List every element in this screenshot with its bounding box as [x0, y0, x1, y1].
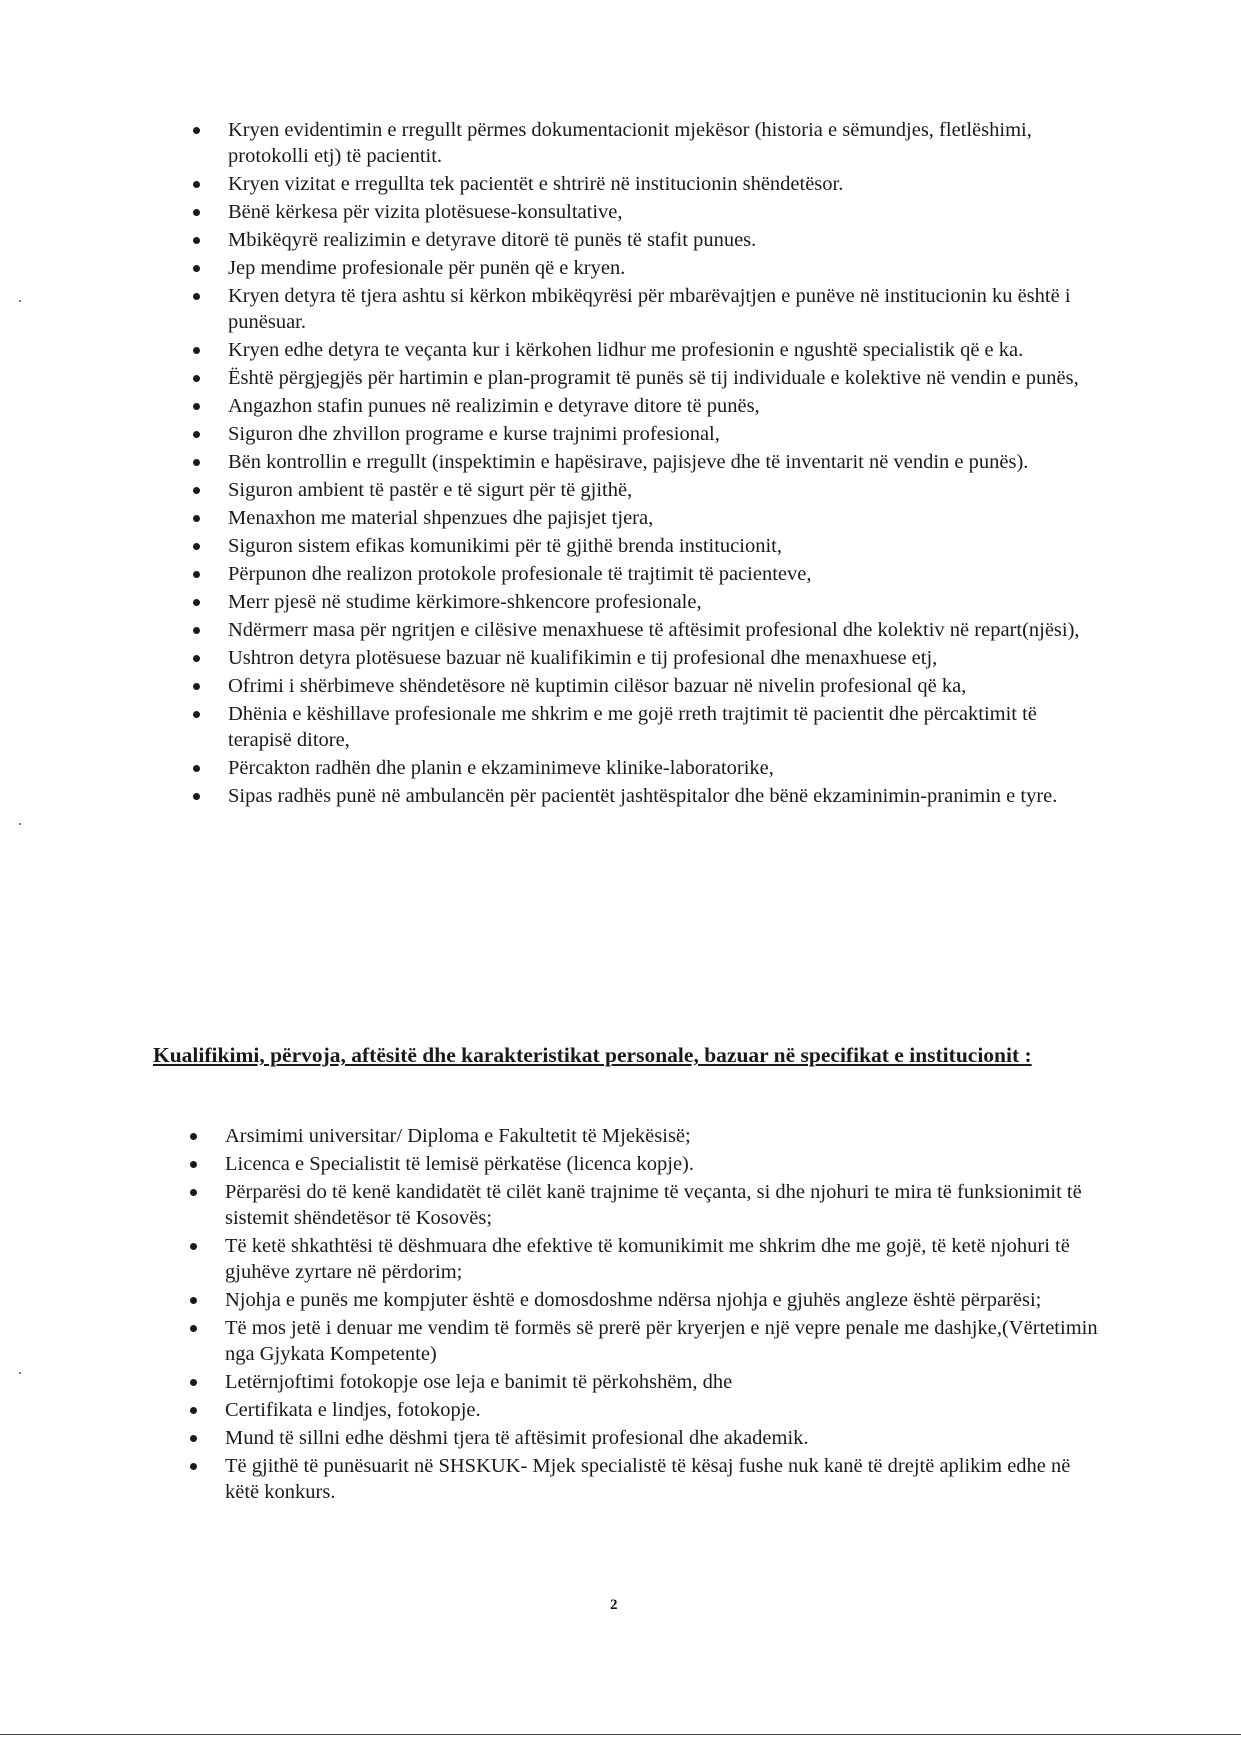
bullet-icon	[190, 1161, 197, 1168]
list-item: Përpunon dhe realizon protokole profesionale të trajtimit të pacienteve,	[190, 561, 1105, 587]
bullet-icon	[190, 1435, 197, 1442]
bullet-icon	[193, 431, 200, 438]
list-item: Siguron ambient të pastër e të sigurt për të gjithë,	[190, 477, 1105, 503]
list-item: Kryen edhe detyra te veçanta kur i kërkohen lidhur me profesionin e ngushtë specialistik që e ka.	[190, 337, 1105, 363]
list-item: Mbikëqyrë realizimin e detyrave ditorë të punës të stafit punues.	[190, 227, 1105, 253]
list-item: Kryen detyra të tjera ashtu si kërkon mbikëqyrësi për mbarëvajtjen e punëve në institucionin ku është i punësuar.	[190, 283, 1105, 335]
bullet-icon	[193, 403, 200, 410]
list-item: Bënë kërkesa për vizita plotësuese-konsultative,	[190, 199, 1105, 225]
list-item: Sipas radhës punë në ambulancën për pacientët jashtëspitalor dhe bënë ekzaminimin-pranimin e tyre.	[190, 783, 1105, 809]
bullet-icon	[193, 459, 200, 466]
list-item: Angazhon stafin punues në realizimin e detyrave ditore të punës,	[190, 393, 1105, 419]
list-item: Kryen evidentimin e rregullt përmes dokumentacionit mjekësor (historia e sëmundjes, fletlëshimi, protokolli etj) të pacientit.	[190, 117, 1105, 169]
bullet-icon	[193, 293, 200, 300]
bullet-icon	[193, 765, 200, 772]
qualifications-heading: Kualifikimi, përvoja, aftësitë dhe karakteristikat personale, bazuar në specifikat e institucionit :	[153, 1043, 1032, 1067]
list-item: Ofrimi i shërbimeve shëndetësore në kuptimin cilësor bazuar në nivelin profesional që ka,	[190, 673, 1105, 699]
list-item: Ndërmerr masa për ngritjen e cilësive menaxhuese të aftësimit profesional dhe kolektiv në repart(njësi),	[190, 617, 1105, 643]
bullet-icon	[190, 1407, 197, 1414]
list-item: Jep mendime profesionale për punën që e kryen.	[190, 255, 1105, 281]
list-item: Kryen vizitat e rregullta tek pacientët e shtrirë në institucionin shëndetësor.	[190, 171, 1105, 197]
list-item: Certifikata e lindjes, fotokopje.	[187, 1397, 1107, 1423]
bullet-icon	[190, 1297, 197, 1304]
list-item: Përcakton radhën dhe planin e ekzaminimeve klinike-laboratorike,	[190, 755, 1105, 781]
scan-speck	[19, 300, 21, 302]
list-item: Të mos jetë i denuar me vendim të formës së prerë për kryerjen e një vepre penale me dashjke,(Vërtetimin nga Gjykata Kompetente)	[187, 1315, 1107, 1367]
bullet-icon	[190, 1243, 197, 1250]
bullet-icon	[193, 347, 200, 354]
bullet-icon	[193, 127, 200, 134]
bullet-icon	[193, 543, 200, 550]
list-item: Siguron sistem efikas komunikimi për të gjithë brenda institucionit,	[190, 533, 1105, 559]
bullet-icon	[193, 265, 200, 272]
list-item: Ushtron detyra plotësuese bazuar në kualifikimin e tij profesional dhe menaxhuese etj,	[190, 645, 1105, 671]
bullet-icon	[190, 1463, 197, 1470]
list-item: Të ketë shkathtësi të dëshmuara dhe efektive të komunikimit me shkrim dhe me gojë, të ketë njohuri të gjuhëve zyrtare në përdorim;	[187, 1233, 1107, 1285]
bullet-icon	[193, 793, 200, 800]
bullet-icon	[193, 711, 200, 718]
list-item: Siguron dhe zhvillon programe e kurse trajnimi profesional,	[190, 421, 1105, 447]
bullet-icon	[193, 209, 200, 216]
bullet-icon	[193, 655, 200, 662]
list-item: Njohja e punës me kompjuter është e domosdoshme ndërsa njohja e gjuhës angleze është përparësi;	[187, 1287, 1107, 1313]
bullet-icon	[193, 515, 200, 522]
page-number: 2	[610, 1597, 618, 1613]
list-item: Përparësi do të kenë kandidatët të cilët kanë trajnime të veçanta, si dhe njohuri te mira të funksionimit të sistemit shëndetësor të Kosovës;	[187, 1179, 1107, 1231]
bullet-icon	[190, 1189, 197, 1196]
bullet-icon	[190, 1325, 197, 1332]
list-item: Letërnjoftimi fotokopje ose leja e banimit të përkohshëm, dhe	[187, 1369, 1107, 1395]
list-item: Është përgjegjës për hartimin e plan-programit të punës së tij individuale e kolektive në vendin e punës,	[190, 365, 1105, 391]
list-item: Arsimimi universitar/ Diploma e Fakultetit të Mjekësisë;	[187, 1123, 1107, 1149]
bullet-icon	[193, 599, 200, 606]
list-item: Merr pjesë në studime kërkimore-shkencore profesionale,	[190, 589, 1105, 615]
scan-speck	[19, 1372, 21, 1374]
bullet-icon	[193, 375, 200, 382]
scan-speck	[19, 823, 21, 825]
bullet-icon	[193, 181, 200, 188]
bullet-icon	[193, 571, 200, 578]
list-item: Licenca e Specialistit të lemisë përkatëse (licenca kopje).	[187, 1151, 1107, 1177]
list-item: Mund të sillni edhe dëshmi tjera të aftësimit profesional dhe akademik.	[187, 1425, 1107, 1451]
list-item: Të gjithë të punësuarit në SHSKUK- Mjek specialistë të kësaj fushe nuk kanë të drejtë aplikim edhe në këtë konkurs.	[187, 1453, 1107, 1505]
list-item: Dhënia e këshillave profesionale me shkrim e me gojë rreth trajtimit të pacientit dhe përcaktimit të terapisë ditore,	[190, 701, 1105, 753]
bullet-icon	[193, 627, 200, 634]
list-item: Bën kontrollin e rregullt (inspektimin e hapësirave, pajisjeve dhe të inventarit në vendin e punës).	[190, 449, 1105, 475]
bullet-icon	[190, 1379, 197, 1386]
bullet-icon	[190, 1133, 197, 1140]
bullet-icon	[193, 683, 200, 690]
bottom-rule	[0, 1734, 1241, 1735]
bullet-icon	[193, 237, 200, 244]
qualifications-list	[187, 1123, 1107, 1507]
bullet-icon	[193, 487, 200, 494]
list-item: Menaxhon me material shpenzues dhe pajisjet tjera,	[190, 505, 1105, 531]
duties-list	[190, 117, 1105, 811]
